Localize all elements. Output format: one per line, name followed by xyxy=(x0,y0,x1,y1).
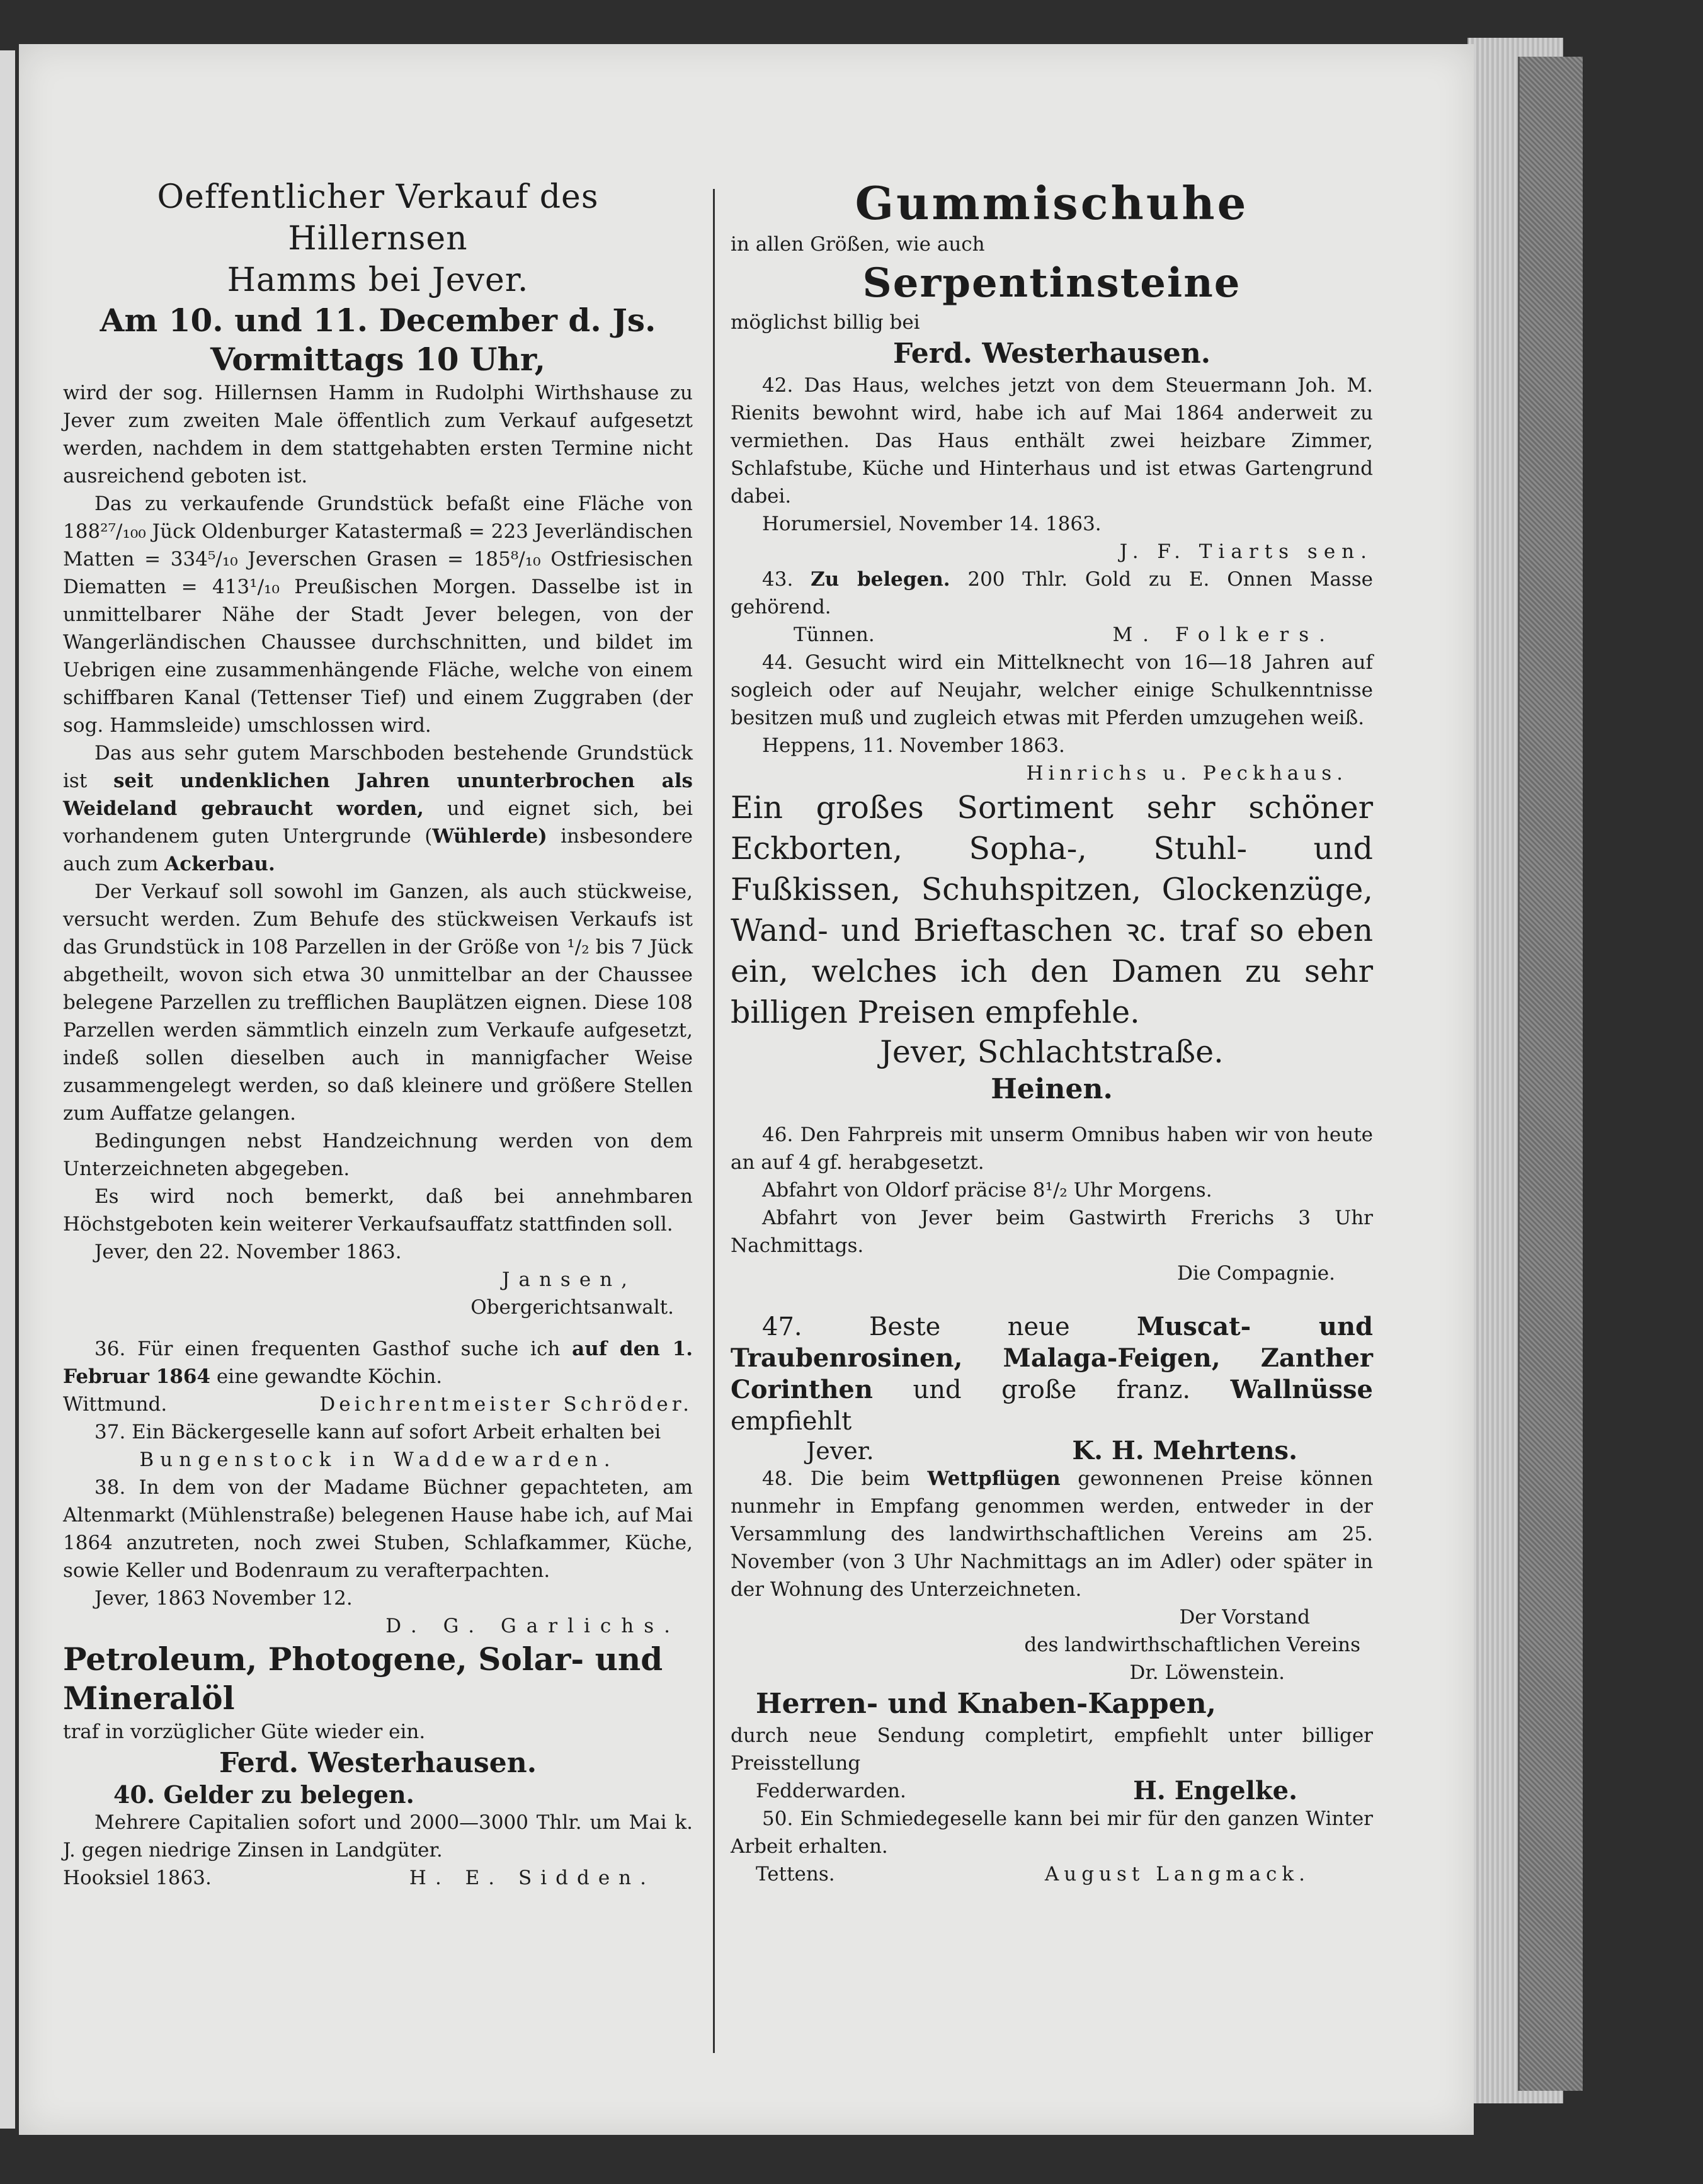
place: Jever, Schlachtstraße. xyxy=(880,1034,1224,1070)
signature: des landwirthschaftlichen Vereins xyxy=(1024,1634,1360,1656)
place: Tünnen. xyxy=(794,623,875,646)
signature: H. Engelke. xyxy=(1133,1776,1297,1806)
ad-title: 40. Gelder zu belegen. xyxy=(113,1780,414,1809)
paragraph: Ein großes Sortiment sehr schöner Eckborten, Sopha-, Stuhl- und Fußkissen, Schuhspitzen, Glockenzüge, Wand- und Brieftaschen ꝛc. traf so eben ein, welches ich den Damen zu sehr billigen Preisen empfehle. xyxy=(731,790,1373,1030)
ad-title: Oeffentlicher Verkauf des Hillernsen xyxy=(157,178,599,258)
ad-title: Gummischuhe xyxy=(855,176,1249,230)
paragraph xyxy=(731,1311,1373,1437)
place-date: Jever, den 22. November 1863. xyxy=(94,1241,402,1263)
ad-47 xyxy=(731,1311,1373,1465)
signature: Der Vorstand xyxy=(1179,1606,1310,1629)
right-column xyxy=(731,176,1373,1888)
place: Fedderwarden. xyxy=(756,1780,906,1802)
text: Das aus sehr gutem Marschboden bestehende Grundstück ist xyxy=(63,742,693,792)
spacer xyxy=(731,1287,1373,1311)
spacer xyxy=(63,1321,693,1335)
place-date: Jever, 1863 November 12. xyxy=(94,1587,353,1610)
text: 43. xyxy=(762,568,811,591)
paragraph: 44. Gesucht wird ein Mittelknecht von 16—18 Jahren auf sogleich oder auf Neujahr, welcher einige Schulkenntnisse besitzen muß und zugleich etwas mit Pferden umzugehen weiß. xyxy=(731,651,1373,729)
place-date: Hooksiel 1863. xyxy=(63,1867,212,1889)
signature: Deichrentmeister Schröder. xyxy=(319,1393,693,1416)
place: Tettens. xyxy=(756,1863,835,1885)
signature: J. F. Tiarts sen. xyxy=(1119,540,1373,563)
text: eine gewandte Köchin. xyxy=(210,1365,443,1388)
text: 48. Die beim xyxy=(762,1467,928,1490)
signature: Ferd. Westerhausen. xyxy=(219,1747,537,1779)
text: gewonnenen Preise können nunmehr in Empfang genommen werden, entweder in der Versammlung des landwirthschaftlichen Vereins am 25. November (von 3 Uhr Nachmittags an im Adler) oder später in der Wohnung des Unterzeichneten. xyxy=(731,1467,1373,1601)
signature: M. Folkers. xyxy=(1112,623,1335,646)
paragraph: möglichst billig bei xyxy=(731,311,920,334)
place: Wittmund. xyxy=(63,1393,168,1416)
ad-title: Herren- und Knaben-Kappen, xyxy=(756,1688,1216,1720)
ad-title: Petroleum, Photogene, Solar- und Mineralöl xyxy=(63,1641,663,1717)
emphasis: Wühlerde) xyxy=(432,825,547,848)
place-date: Horumersiel, November 14. 1863. xyxy=(762,513,1102,535)
paragraph xyxy=(731,1465,1373,1603)
emphasis: Wallnüsse xyxy=(1230,1375,1373,1404)
emphasis: seit undenklichen Jahren ununterbrochen als Weideland gebraucht worden, xyxy=(63,770,693,820)
signature-row xyxy=(731,621,1373,649)
paragraph: 38. In dem von der Madame Büchner gepachteten, am Altenmarkt (Mühlenstraße) belegenen Hause habe ich, auf Mai 1864 anzutreten, noch zwei Stuben, Schlafkammer, Küche, sowie Keller und Bodenraum zu verafterpachten. xyxy=(63,1476,693,1582)
paragraph: in allen Größen, wie auch xyxy=(731,233,985,256)
signature: H. E. Sidden. xyxy=(409,1867,655,1889)
auction-time: Vormittags 10 Uhr, xyxy=(210,341,545,378)
paragraph: Das zu verkaufende Grundstück befaßt eine Fläche von 188²⁷/₁₀₀ Jück Oldenburger Katastermaß = 223 Jeverländischen Matten = 334⁵/₁₀ Jeverschen Grasen = 185⁸/₁₀ Ostfriesischen Diematten = 413¹/₁₀ Preußischen Morgen. Dasselbe ist in unmittelbarer Nähe der Stadt Jever belegen, von der Wangerländischen Chaussee durchschnitten, und bildet im Uebrigen eine zusammenhängende Fläche, welche von einem schiffbaren Kanal (Tettenser Tief) und einem Zuggraben (der sog. Hammsleide) umschlossen wird. xyxy=(63,492,693,737)
signature: D. G. Garlichs. xyxy=(385,1615,680,1637)
paragraph xyxy=(731,566,1373,621)
ad-49 xyxy=(731,1686,1373,1805)
signature-row xyxy=(731,1437,1373,1465)
paragraph: Bedingungen nebst Handzeichnung werden von dem Unterzeichneten abgegeben. xyxy=(63,1130,693,1180)
schedule-line: Abfahrt von Jever beim Gastwirth Frerichs 3 Uhr Nachmittags. xyxy=(731,1207,1373,1257)
emphasis: Wettpflügen xyxy=(927,1467,1061,1490)
paragraph xyxy=(63,739,693,878)
text: 47. Beste neue xyxy=(762,1312,1137,1341)
signature-row xyxy=(63,1864,693,1892)
paragraph: Es wird noch bemerkt, daß bei annehmbaren Höchstgeboten kein weiterer Verkaufsauffatz stattfinden soll. xyxy=(63,1185,693,1236)
ad-title: Hamms bei Jever. xyxy=(227,261,529,299)
place-date: Heppens, 11. November 1863. xyxy=(762,734,1065,757)
signature: Heinen. xyxy=(991,1073,1113,1105)
ad-48 xyxy=(731,1465,1373,1686)
paragraph: 37. Ein Bäckergeselle kann auf sofort Arbeit erhalten bei xyxy=(94,1421,661,1443)
signature-row xyxy=(731,1777,1373,1805)
signature-row xyxy=(731,1860,1373,1888)
signature-row xyxy=(63,1391,693,1418)
ad-38 xyxy=(63,1474,693,1640)
left-column xyxy=(63,176,693,1892)
paragraph: 46. Den Fahrpreis mit unserm Omnibus haben wir von heute an auf 4 gf. herabgesetzt. xyxy=(731,1123,1373,1174)
schedule-line: Abfahrt von Oldorf präcise 8¹/₂ Uhr Morgens. xyxy=(762,1179,1212,1202)
text: insbesondere auch zum xyxy=(63,825,693,875)
text: und eignet sich, bei vorhandenem guten Untergrunde ( xyxy=(63,797,693,848)
place: Jever. xyxy=(806,1437,874,1465)
auction-date: Am 10. und 11. December d. Js. xyxy=(100,302,656,339)
ad-40 xyxy=(63,1781,693,1892)
text: und große franz. xyxy=(872,1375,1231,1404)
text: 200 Thlr. Gold zu E. Onnen Masse gehörend. xyxy=(731,568,1374,618)
paragraph: Der Verkauf soll sowohl im Ganzen, als auch stückweise, versucht werden. Zum Behufe des stückweisen Verkaufs ist das Grundstück in 108 Parzellen in der Größe von ¹/₂ bis 7 Jück abgetheilt, wovon sich etwa 30 unmittelbar an der Chaussee belegene Parzellen zu trefflichen Bauplätzen eignen. Diese 108 Parzellen werden sämmtlich einzeln zum Verkaufe aufgesetzt, indeß sollen dieselben auch in mannigfacher Weise zusammengelegt werden, so daß kleinere und größere Stellen zum Auffatze gelangen. xyxy=(63,880,693,1125)
spacer xyxy=(731,1107,1373,1121)
ad-46 xyxy=(731,1121,1373,1287)
ad-37 xyxy=(63,1418,693,1474)
text: 36. Für einen frequenten Gasthof suche ich xyxy=(94,1338,572,1360)
ad-42 xyxy=(731,372,1373,566)
column-rule xyxy=(713,189,715,2053)
emphasis: Zu belegen. xyxy=(811,568,950,591)
emphasis: Muscat- und Traubenrosinen, Malaga-Feigen, Zanther Corinthen xyxy=(731,1312,1373,1404)
signature: Hinrichs u. Peckhaus. xyxy=(1026,762,1348,785)
emphasis: auf den 1. Februar 1864 xyxy=(63,1338,693,1388)
ad-50 xyxy=(731,1805,1373,1888)
paragraph: 50. Ein Schmiedegeselle kann bei mir für den ganzen Winter Arbeit erhalten. xyxy=(731,1807,1373,1858)
signature: August Langmack. xyxy=(1044,1863,1310,1885)
signature: K. H. Mehrtens. xyxy=(1072,1436,1297,1465)
ad-41 xyxy=(731,176,1373,372)
ad-36 xyxy=(63,1335,693,1418)
emphasis: Ackerbau. xyxy=(164,853,275,875)
signature: Dr. Löwenstein. xyxy=(1129,1661,1285,1684)
newspaper-page xyxy=(19,44,1474,2135)
book-cover-edge xyxy=(1518,57,1583,2091)
previous-page-edge xyxy=(0,50,15,2129)
signature: Ferd. Westerhausen. xyxy=(892,338,1211,370)
paragraph: 42. Das Haus, welches jetzt von dem Steuermann Joh. M. Rienits bewohnt wird, habe ich auf Mai 1864 anderweit zu vermiethen. Das Haus enthält zwei heizbare Zimmer, Schlafstube, Küche und Hinterhaus und ist etwas Gartengrund dabei. xyxy=(731,374,1373,508)
signature: Bungenstock in Waddewarden. xyxy=(139,1448,617,1471)
signature: Jansen, xyxy=(502,1268,636,1291)
ad-43 xyxy=(731,566,1373,649)
ad-39 xyxy=(63,1640,693,1781)
ad-title: Serpentinsteine xyxy=(862,259,1241,307)
ad-hillernsen-hamm xyxy=(63,176,693,1321)
paragraph: traf in vorzüglicher Güte wieder ein. xyxy=(63,1720,426,1743)
paragraph: durch neue Sendung completirt, empfiehlt unter billiger Preisstellung xyxy=(731,1724,1373,1775)
ad-44 xyxy=(731,649,1373,787)
paragraph xyxy=(63,1335,693,1391)
ad-45 xyxy=(731,787,1373,1107)
signature-title: Obergerichtsanwalt. xyxy=(470,1296,674,1319)
text: empfiehlt xyxy=(731,1407,852,1436)
signature: Die Compagnie. xyxy=(1177,1262,1335,1285)
paragraph: Mehrere Capitalien sofort und 2000—3000 Thlr. um Mai k. J. gegen niedrige Zinsen in Landgüter. xyxy=(63,1811,693,1862)
paragraph: wird der sog. Hillernsen Hamm in Rudolphi Wirthshause zu Jever zum zweiten Male öffentlich zum Verkauf aufgesetzt werden, nachdem in dem stattgehabten ersten Termine nicht ausreichend geboten ist. xyxy=(63,382,693,487)
